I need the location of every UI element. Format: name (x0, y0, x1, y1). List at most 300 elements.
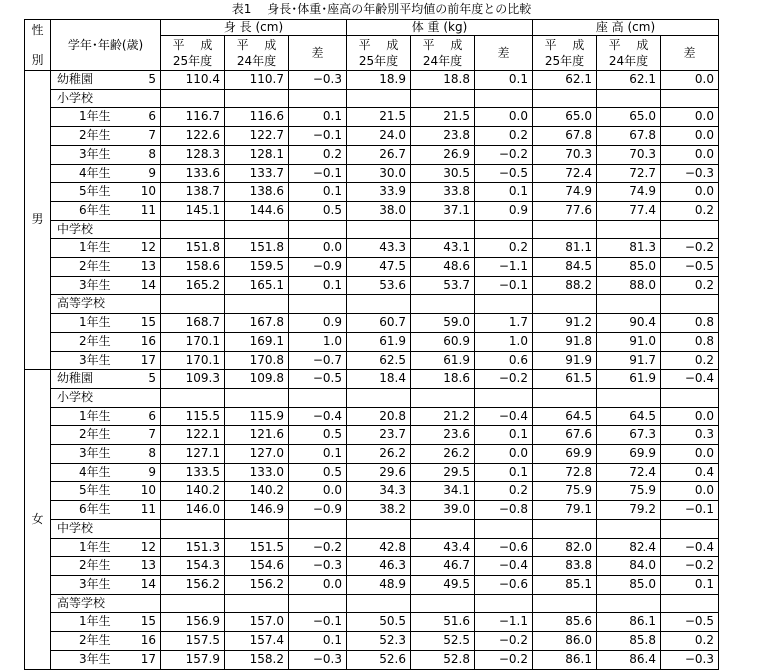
table-row (25, 575, 719, 594)
value-cell-hd: −0.1 (289, 164, 347, 183)
grade-name: 1年生 (79, 408, 111, 423)
value-cell-w24: 18.6 (411, 370, 475, 389)
grade-label: 高等学校 (51, 295, 161, 314)
value-cell-h24: 156.2 (225, 575, 289, 594)
value-cell-wd: −0.2 (475, 145, 533, 164)
grade-name: 1年生 (79, 315, 111, 330)
value-cell-h24: 146.9 (225, 501, 289, 520)
grade-label (51, 276, 161, 295)
value-cell-s25 (533, 89, 597, 108)
table-title: 表1 身長･体重･座高の年齢別平均値の前年度との比較 (231, 2, 532, 16)
sex-label: 女 (25, 370, 51, 669)
value-cell-sd: 0.0 (661, 127, 719, 146)
value-cell-s25: 69.9 (533, 445, 597, 464)
value-cell-wd: −0.8 (475, 501, 533, 520)
value-cell-s24: 85.0 (597, 575, 661, 594)
grade-label (51, 108, 161, 127)
value-cell-sd: 0.2 (661, 632, 719, 651)
value-cell-w24: 30.5 (411, 164, 475, 183)
age-value: 14 (140, 277, 156, 292)
value-cell-sd: −0.3 (661, 650, 719, 669)
value-cell-sd: −0.5 (661, 613, 719, 632)
value-cell-w25: 26.7 (347, 145, 411, 164)
value-cell-s24: 86.4 (597, 650, 661, 669)
value-cell-s25 (533, 519, 597, 538)
table-row (25, 407, 719, 426)
value-cell-sd: 0.0 (661, 407, 719, 426)
value-cell-sd: 0.2 (661, 276, 719, 295)
grade-name: 4年生 (79, 464, 111, 479)
value-cell-w25: 62.5 (347, 351, 411, 370)
grade-name: 3年生 (79, 277, 111, 292)
female-section (25, 370, 719, 669)
value-cell-sd: 0.0 (661, 183, 719, 202)
value-cell-sd (661, 220, 719, 239)
value-cell-wd (475, 89, 533, 108)
value-cell-h25: 133.6 (161, 164, 225, 183)
grade-name: 2年生 (79, 558, 111, 573)
value-cell-wd: −0.5 (475, 164, 533, 183)
value-cell-s24 (597, 220, 661, 239)
value-cell-sd: 0.2 (661, 201, 719, 220)
value-cell-h24: 122.7 (225, 127, 289, 146)
value-cell-h24: 151.8 (225, 239, 289, 258)
grade-label (51, 407, 161, 426)
value-cell-h24 (225, 594, 289, 613)
value-cell-hd: 1.0 (289, 332, 347, 351)
value-cell-wd: −0.6 (475, 575, 533, 594)
grade-name: 5年生 (79, 483, 111, 498)
grade-label (51, 445, 161, 464)
value-cell-hd: −0.3 (289, 71, 347, 90)
value-cell-w24: 23.8 (411, 127, 475, 146)
value-cell-w25 (347, 519, 411, 538)
value-cell-w24 (411, 519, 475, 538)
value-cell-hd: 0.5 (289, 201, 347, 220)
value-cell-sd: 0.0 (661, 108, 719, 127)
value-cell-w25: 38.0 (347, 201, 411, 220)
value-cell-h24: 121.6 (225, 426, 289, 445)
value-cell-h24: 157.4 (225, 632, 289, 651)
table-row (25, 426, 719, 445)
value-cell-s25: 61.5 (533, 370, 597, 389)
grade-name: 2年生 (79, 259, 111, 274)
value-cell-h24: 127.0 (225, 445, 289, 464)
value-cell-s24: 75.9 (597, 482, 661, 501)
table-row (25, 183, 719, 202)
value-cell-hd: 0.1 (289, 183, 347, 202)
value-cell-sd: 0.0 (661, 71, 719, 90)
value-cell-sd: 0.0 (661, 145, 719, 164)
value-cell-s24 (597, 295, 661, 314)
table-row (25, 314, 719, 333)
value-cell-h24: 157.0 (225, 613, 289, 632)
value-cell-hd: −0.7 (289, 351, 347, 370)
value-cell-s24: 70.3 (597, 145, 661, 164)
value-cell-s24: 67.8 (597, 127, 661, 146)
value-cell-h24: 151.5 (225, 538, 289, 557)
value-cell-h24: 165.1 (225, 276, 289, 295)
value-cell-s25 (533, 388, 597, 407)
value-cell-h24: 144.6 (225, 201, 289, 220)
value-cell-s25: 91.9 (533, 351, 597, 370)
value-cell-w25: 60.7 (347, 314, 411, 333)
value-cell-s25: 81.1 (533, 239, 597, 258)
value-cell-s25: 62.1 (533, 71, 597, 90)
table-row (25, 127, 719, 146)
value-cell-hd (289, 519, 347, 538)
value-cell-hd: 0.2 (289, 145, 347, 164)
value-cell-hd (289, 89, 347, 108)
value-cell-h25: 157.9 (161, 650, 225, 669)
value-cell-wd: 0.2 (475, 482, 533, 501)
value-cell-s24: 72.7 (597, 164, 661, 183)
value-cell-h24: 116.6 (225, 108, 289, 127)
value-cell-s25: 74.9 (533, 183, 597, 202)
age-value: 6 (148, 109, 156, 124)
value-cell-w25: 18.4 (347, 370, 411, 389)
value-cell-s24: 85.8 (597, 632, 661, 651)
grade-name: 3年生 (79, 576, 111, 591)
value-cell-w25: 33.9 (347, 183, 411, 202)
value-cell-w25: 50.5 (347, 613, 411, 632)
grade-label (51, 201, 161, 220)
value-cell-w25: 34.3 (347, 482, 411, 501)
value-cell-h25 (161, 519, 225, 538)
value-cell-sd: 0.8 (661, 314, 719, 333)
value-cell-s24: 74.9 (597, 183, 661, 202)
value-cell-h24: 154.6 (225, 557, 289, 576)
value-cell-h25: 133.5 (161, 463, 225, 482)
grade-name: 幼稚園 (57, 371, 94, 386)
age-value: 9 (148, 165, 156, 180)
value-cell-h25 (161, 594, 225, 613)
table-row (25, 276, 719, 295)
value-cell-w24: 46.7 (411, 557, 475, 576)
value-cell-w24: 37.1 (411, 201, 475, 220)
school-heading-row (25, 295, 719, 314)
grade-label (51, 501, 161, 520)
age-value: 15 (140, 315, 156, 330)
sex-label: 男 (25, 71, 51, 370)
grade-label: 中学校 (51, 519, 161, 538)
value-cell-s25 (533, 220, 597, 239)
value-cell-sd (661, 388, 719, 407)
table-row (25, 370, 719, 389)
value-cell-sd: −0.3 (661, 164, 719, 183)
value-cell-w24: 29.5 (411, 463, 475, 482)
grade-name: 3年生 (79, 146, 111, 161)
value-cell-w24: 52.5 (411, 632, 475, 651)
value-cell-h24 (225, 89, 289, 108)
value-cell-sd: 0.8 (661, 332, 719, 351)
grade-label (51, 183, 161, 202)
value-cell-w24: 60.9 (411, 332, 475, 351)
grade-name: 6年生 (79, 202, 111, 217)
age-value: 10 (140, 184, 156, 199)
value-cell-sd: −0.4 (661, 538, 719, 557)
value-cell-w25 (347, 295, 411, 314)
age-value: 7 (148, 427, 156, 442)
grade-label (51, 258, 161, 277)
value-cell-h25: 110.4 (161, 71, 225, 90)
value-cell-w24: 18.8 (411, 71, 475, 90)
value-cell-h24: 128.1 (225, 145, 289, 164)
grade-label (51, 557, 161, 576)
value-cell-h25 (161, 295, 225, 314)
age-value: 11 (140, 202, 156, 217)
value-cell-wd: 0.2 (475, 239, 533, 258)
value-cell-w25: 30.0 (347, 164, 411, 183)
age-value: 16 (140, 333, 156, 348)
value-cell-s24 (597, 89, 661, 108)
value-cell-s25: 84.5 (533, 258, 597, 277)
value-cell-wd: −0.4 (475, 407, 533, 426)
value-cell-hd: 0.0 (289, 239, 347, 258)
value-cell-s25: 86.0 (533, 632, 597, 651)
value-cell-sd (661, 89, 719, 108)
value-cell-w24: 43.4 (411, 538, 475, 557)
value-cell-s24: 84.0 (597, 557, 661, 576)
value-cell-w25 (347, 220, 411, 239)
value-cell-hd (289, 388, 347, 407)
sitting-height-group-header: 座 高 (cm) (533, 20, 719, 36)
table-row (25, 632, 719, 651)
value-cell-w25: 53.6 (347, 276, 411, 295)
grade-name: 1年生 (79, 539, 111, 554)
grade-label (51, 426, 161, 445)
grade-label (51, 351, 161, 370)
value-cell-h25 (161, 388, 225, 407)
value-cell-s25: 85.6 (533, 613, 597, 632)
value-cell-h25: 122.1 (161, 426, 225, 445)
value-cell-wd (475, 388, 533, 407)
value-cell-hd: 0.1 (289, 445, 347, 464)
age-column-header: 学年･年齢(歳) (51, 20, 161, 71)
value-cell-s24: 61.9 (597, 370, 661, 389)
value-cell-h25: 156.9 (161, 613, 225, 632)
value-cell-wd: 0.6 (475, 351, 533, 370)
value-cell-hd: −0.4 (289, 407, 347, 426)
table-row (25, 258, 719, 277)
grade-name: 6年生 (79, 502, 111, 517)
value-cell-hd: 0.5 (289, 426, 347, 445)
value-cell-w25 (347, 388, 411, 407)
value-cell-s25: 72.4 (533, 164, 597, 183)
value-cell-s24: 91.0 (597, 332, 661, 351)
value-cell-hd: 0.0 (289, 482, 347, 501)
value-cell-h24: 140.2 (225, 482, 289, 501)
sitting-y25-header: 平 成 25年度 (533, 36, 597, 71)
value-cell-hd: −0.3 (289, 557, 347, 576)
table-row (25, 463, 719, 482)
grade-name: 2年生 (79, 633, 111, 648)
weight-group-header: 体 重 (kg) (347, 20, 533, 36)
value-cell-h25: 145.1 (161, 201, 225, 220)
value-cell-h25: 151.3 (161, 538, 225, 557)
value-cell-w24: 34.1 (411, 482, 475, 501)
value-cell-s25 (533, 594, 597, 613)
age-value: 12 (140, 240, 156, 255)
value-cell-w25: 21.5 (347, 108, 411, 127)
value-cell-h24: 109.8 (225, 370, 289, 389)
age-value: 12 (140, 539, 156, 554)
value-cell-w25: 52.6 (347, 650, 411, 669)
value-cell-sd (661, 295, 719, 314)
value-cell-w25: 24.0 (347, 127, 411, 146)
value-cell-s24: 79.2 (597, 501, 661, 520)
value-cell-w24 (411, 388, 475, 407)
value-cell-w24: 51.6 (411, 613, 475, 632)
grade-name: 1年生 (79, 240, 111, 255)
age-value: 17 (140, 651, 156, 666)
value-cell-h25: 158.6 (161, 258, 225, 277)
value-cell-wd (475, 295, 533, 314)
value-cell-s25: 86.1 (533, 650, 597, 669)
value-cell-w24: 43.1 (411, 239, 475, 258)
grade-name: 2年生 (79, 333, 111, 348)
value-cell-s25: 67.6 (533, 426, 597, 445)
male-section (25, 71, 719, 370)
value-cell-h25: 170.1 (161, 332, 225, 351)
table-row (25, 351, 719, 370)
grade-label: 小学校 (51, 388, 161, 407)
table-row (25, 201, 719, 220)
value-cell-hd: −0.3 (289, 650, 347, 669)
value-cell-w24 (411, 89, 475, 108)
table-row (25, 557, 719, 576)
grade-label (51, 314, 161, 333)
value-cell-wd: −0.6 (475, 538, 533, 557)
grade-name: 3年生 (79, 446, 111, 461)
age-value: 8 (148, 446, 156, 461)
value-cell-h24: 158.2 (225, 650, 289, 669)
value-cell-s25: 67.8 (533, 127, 597, 146)
age-value: 5 (148, 371, 156, 386)
grade-name: 1年生 (79, 109, 111, 124)
value-cell-s24: 65.0 (597, 108, 661, 127)
value-cell-wd: 0.0 (475, 108, 533, 127)
value-cell-sd: 0.0 (661, 482, 719, 501)
age-value: 11 (140, 502, 156, 517)
value-cell-wd: 0.1 (475, 71, 533, 90)
value-cell-h24 (225, 295, 289, 314)
value-cell-sd: −0.2 (661, 557, 719, 576)
value-cell-sd: −0.2 (661, 239, 719, 258)
value-cell-hd (289, 295, 347, 314)
value-cell-hd: −0.1 (289, 613, 347, 632)
value-cell-sd: 0.2 (661, 351, 719, 370)
value-cell-sd (661, 594, 719, 613)
age-value: 5 (148, 72, 156, 86)
grade-name: 4年生 (79, 165, 111, 180)
value-cell-wd: −0.1 (475, 276, 533, 295)
grade-label (51, 239, 161, 258)
value-cell-h25: 115.5 (161, 407, 225, 426)
value-cell-s25: 82.0 (533, 538, 597, 557)
grade-label (51, 127, 161, 146)
value-cell-h24: 167.8 (225, 314, 289, 333)
sitting-diff-header: 差 (661, 36, 719, 71)
value-cell-hd: 0.9 (289, 314, 347, 333)
value-cell-hd: −0.1 (289, 127, 347, 146)
grade-label (51, 71, 161, 90)
grade-label (51, 650, 161, 669)
value-cell-w25: 18.9 (347, 71, 411, 90)
value-cell-w25: 26.2 (347, 445, 411, 464)
value-cell-s25: 70.3 (533, 145, 597, 164)
value-cell-sd: 0.4 (661, 463, 719, 482)
value-cell-wd: −0.4 (475, 557, 533, 576)
school-heading-row (25, 89, 719, 108)
weight-y24-header: 平 成 24年度 (411, 36, 475, 71)
age-value: 13 (140, 558, 156, 573)
value-cell-s24: 77.4 (597, 201, 661, 220)
grade-name: 5年生 (79, 184, 111, 199)
age-value: 9 (148, 464, 156, 479)
value-cell-hd: 0.1 (289, 632, 347, 651)
grade-label (51, 463, 161, 482)
value-cell-h25: 157.5 (161, 632, 225, 651)
age-value: 16 (140, 633, 156, 648)
school-heading-row (25, 388, 719, 407)
value-cell-h24 (225, 519, 289, 538)
grade-name: 2年生 (79, 128, 111, 143)
value-cell-h25: 165.2 (161, 276, 225, 295)
value-cell-wd: 1.0 (475, 332, 533, 351)
table-row (25, 482, 719, 501)
table-row (25, 71, 719, 90)
value-cell-wd: −0.2 (475, 370, 533, 389)
value-cell-w25 (347, 594, 411, 613)
age-value: 8 (148, 146, 156, 161)
grade-label (51, 145, 161, 164)
value-cell-s25: 75.9 (533, 482, 597, 501)
value-cell-sd: 0.3 (661, 426, 719, 445)
value-cell-hd: 0.5 (289, 463, 347, 482)
value-cell-w24: 21.2 (411, 407, 475, 426)
value-cell-wd: 0.2 (475, 127, 533, 146)
value-cell-w24: 49.5 (411, 575, 475, 594)
value-cell-w24: 39.0 (411, 501, 475, 520)
value-cell-s24: 62.1 (597, 71, 661, 90)
grade-label (51, 575, 161, 594)
value-cell-w24: 48.6 (411, 258, 475, 277)
value-cell-w25: 52.3 (347, 632, 411, 651)
value-cell-sd: −0.1 (661, 501, 719, 520)
grade-label: 小学校 (51, 89, 161, 108)
value-cell-h25: 138.7 (161, 183, 225, 202)
table-row (25, 650, 719, 669)
value-cell-w24: 53.7 (411, 276, 475, 295)
value-cell-hd: 0.0 (289, 575, 347, 594)
value-cell-s24: 81.3 (597, 239, 661, 258)
value-cell-wd (475, 519, 533, 538)
header-row-groups (25, 20, 719, 36)
value-cell-sd: 0.0 (661, 445, 719, 464)
value-cell-w25: 29.6 (347, 463, 411, 482)
value-cell-w24 (411, 295, 475, 314)
value-cell-h25: 170.1 (161, 351, 225, 370)
grade-label (51, 632, 161, 651)
table-row (25, 108, 719, 127)
value-cell-s24 (597, 594, 661, 613)
grade-label (51, 370, 161, 389)
value-cell-hd: −0.9 (289, 258, 347, 277)
grade-name: 3年生 (79, 651, 111, 666)
value-cell-s24 (597, 388, 661, 407)
value-cell-h24: 133.0 (225, 463, 289, 482)
